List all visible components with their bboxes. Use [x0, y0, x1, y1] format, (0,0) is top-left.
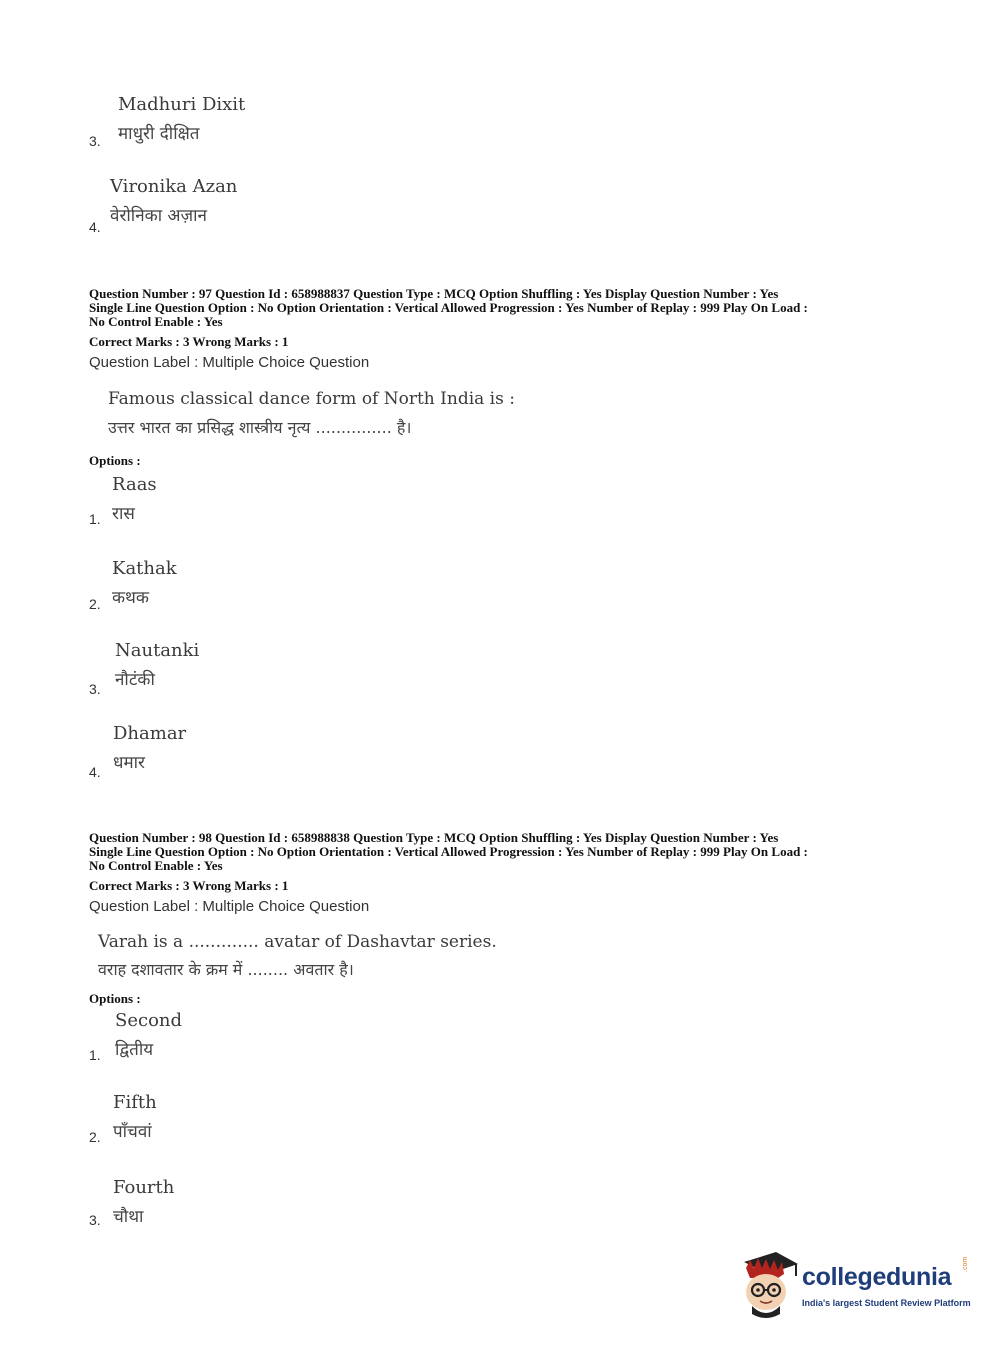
question-meta-line: Question Number : 97 Question Id : 658988837 Question Type : MCQ Option Shuffling : Yes Display Question Number : Yes: [89, 286, 779, 301]
question-meta-line: Question Number : 98 Question Id : 658988838 Question Type : MCQ Option Shuffling : Yes Display Question Number : Yes: [89, 830, 779, 845]
option-hi-text: चौथा: [113, 1207, 144, 1227]
option-hi-text: नौटंकी: [115, 670, 155, 690]
options-heading: Options :: [89, 991, 141, 1006]
option-hi-text: माधुरी दीक्षित: [118, 124, 200, 144]
options-heading: Options :: [89, 453, 141, 468]
option-hi-text: वेरोनिका अज़ान: [110, 206, 207, 226]
question-label: Question Label : Multiple Choice Question: [89, 354, 370, 371]
option-en-text: Fifth: [113, 1092, 157, 1113]
option-number: 1.: [89, 511, 101, 527]
question-meta-line: No Control Enable : Yes: [89, 314, 223, 329]
option-number: 4.: [89, 219, 101, 235]
mascot-icon: [738, 1248, 800, 1320]
option-hi-text: रास: [112, 504, 135, 524]
option-hi-text: पाँचवां: [113, 1122, 152, 1142]
option-en-text: Kathak: [112, 558, 177, 579]
option-en-text: Madhuri Dixit: [118, 94, 246, 115]
question-meta-line: Single Line Question Option : No Option Orientation : Vertical Allowed Progression : Yes Number of Replay : 999 Play On Load :: [89, 300, 808, 315]
collegedunia-logo[interactable]: [738, 1248, 970, 1320]
option-en-text: Fourth: [113, 1177, 175, 1198]
question-meta-line: No Control Enable : Yes: [89, 858, 223, 873]
question-marks: Correct Marks : 3 Wrong Marks : 1: [89, 334, 289, 349]
question-text-en: Famous classical dance form of North India is :: [108, 389, 515, 409]
option-hi-text: द्वितीय: [115, 1040, 154, 1060]
option-en-text: Raas: [112, 474, 157, 495]
option-number: 3.: [89, 1212, 101, 1228]
option-number: 3.: [89, 681, 101, 697]
logo-wordmark: collegedunia: [802, 1263, 952, 1291]
question-meta-line: Single Line Question Option : No Option Orientation : Vertical Allowed Progression : Yes Number of Replay : 999 Play On Load :: [89, 844, 808, 859]
option-hi-text: कथक: [112, 588, 149, 608]
option-en-text: Second: [115, 1010, 183, 1031]
option-number: 3.: [89, 133, 101, 149]
option-number: 1.: [89, 1047, 101, 1063]
question-marks: Correct Marks : 3 Wrong Marks : 1: [89, 878, 289, 893]
option-number: 2.: [89, 596, 101, 612]
logo-tagline: India's largest Student Review Platform: [802, 1298, 971, 1308]
question-text-hi: वराह दशावतार के क्रम में ........ अवतार है।: [98, 960, 354, 979]
option-number: 4.: [89, 764, 101, 780]
option-en-text: Vironika Azan: [110, 176, 238, 197]
logo-domain-suffix: .com: [962, 1256, 969, 1272]
question-label: Question Label : Multiple Choice Question: [89, 898, 370, 915]
option-hi-text: धमार: [113, 753, 145, 773]
option-en-text: Nautanki: [115, 640, 200, 661]
question-text-hi: उत्तर भारत का प्रसिद्ध शास्त्रीय नृत्य ............... है।: [108, 418, 412, 437]
option-number: 2.: [89, 1129, 101, 1145]
question-text-en: Varah is a ............. avatar of Dashavtar series.: [98, 932, 497, 952]
option-en-text: Dhamar: [113, 723, 187, 744]
